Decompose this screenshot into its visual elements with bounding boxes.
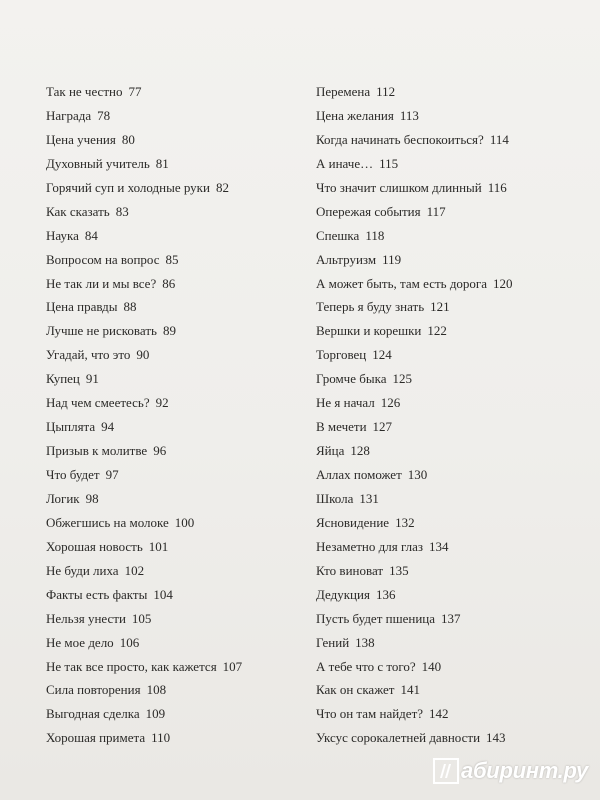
toc-entry [316,439,513,463]
toc-entry-page-number: 119 [382,251,402,267]
toc-entry-page-number: 135 [389,562,409,578]
toc-entry-title: Над чем смеетесь? [46,395,150,411]
toc-entry-page-number: 107 [222,658,243,674]
toc-entry [316,319,513,343]
toc-entry-page-number: 91 [85,371,99,387]
toc-entry-page-number: 109 [145,706,166,722]
toc-entry-page-number: 97 [105,467,119,482]
toc-entry-page-number: 90 [136,347,150,363]
toc-entry [46,511,242,535]
toc-entry-title: Не так ли и мы все? [46,275,157,291]
toc-entry-title: Наука [46,227,79,243]
toc-entry-title: Теперь я буду знать [316,299,425,315]
toc-entry [316,104,513,128]
toc-entry-page-number: 127 [372,419,393,435]
toc-entry [46,655,242,679]
toc-entry-page-number: 136 [375,586,396,602]
toc-entry-page-number: 102 [124,562,145,578]
toc-entry-title: Что будет [46,467,100,482]
toc-entry-page-number: 142 [429,706,449,722]
toc-entry [316,511,513,535]
toc-entry [316,128,513,152]
toc-entry [316,702,513,726]
toc-entry-page-number: 115 [379,155,399,171]
toc-entry [316,415,513,439]
toc-entry-page-number: 101 [148,538,169,554]
toc-entry-page-number: 84 [84,227,98,243]
toc-entry-page-number: 120 [493,275,513,291]
toc-entry-title: Нельзя унести [46,610,126,626]
labirint-logo-icon [433,758,459,784]
toc-entry-title: Школа [316,490,354,506]
toc-entry-title: Ясновидение [316,514,390,530]
toc-entry [46,272,242,296]
toc-entry-title: Цена учения [46,131,116,147]
toc-entry-page-number: 80 [121,131,135,147]
toc-entry-title: Дедукция [316,586,370,602]
toc-entry [46,583,242,607]
toc-entry-title: А может быть, там есть дорога [316,275,488,291]
toc-entry [46,726,242,750]
toc-entry-title: Цена правды [46,299,118,315]
toc-entry-title: Вопросом на вопрос [46,251,160,267]
toc-entry [316,678,513,702]
toc-entry-title: Когда начинать беспокоиться? [316,131,484,147]
toc-entry [46,104,242,128]
toc-entry-page-number: 125 [392,371,412,387]
toc-entry [316,607,513,631]
toc-entry-title: Горячий суп и холодные руки [46,179,210,195]
toc-entry-page-number: 92 [155,395,169,411]
toc-entry-title: Сила повторения [46,682,141,698]
toc-entry [316,200,513,224]
toc-entry-title: Не так все просто, как кажется [46,658,217,674]
toc-entry [316,80,513,104]
toc-entry-title: Незаметно для глаз [316,538,424,554]
toc-entry [316,535,513,559]
toc-entry-page-number: 106 [119,634,140,650]
toc-entry-page-number: 130 [407,467,428,482]
toc-entry-title: Лучше не рисковать [46,323,157,339]
toc-entry-page-number: 100 [174,514,195,530]
toc-entry [46,678,242,702]
toc-entry [316,631,513,655]
toc-entry-title: Как он скажет [316,682,395,698]
watermark-text: абиринт.ру [461,758,588,783]
toc-entry [316,176,513,200]
toc-entry-page-number: 94 [101,419,115,435]
toc-entry [316,272,513,296]
toc-entry [46,607,242,631]
toc-entry-page-number: 121 [430,299,450,315]
toc-entry-page-number: 82 [215,179,229,195]
toc-entry [46,319,242,343]
toc-entry-title: Гений [316,634,350,650]
toc-entry-page-number: 86 [162,275,176,291]
toc-entry-page-number: 105 [131,610,152,626]
toc-entry-page-number: 116 [487,179,507,195]
toc-entry [316,559,513,583]
toc-entry-page-number: 131 [359,490,379,506]
toc-entry-title: Не я начал [316,395,375,411]
toc-entry-title: Цыплята [46,419,96,435]
toc-entry-page-number: 83 [115,203,129,219]
toc-entry-page-number: 104 [153,586,173,602]
toc-entry [46,343,242,367]
toc-entry [316,655,513,679]
toc-entry-page-number: 126 [380,395,401,411]
toc-entry-page-number: 98 [85,490,99,506]
toc-entry-page-number: 134 [429,538,449,554]
toc-entry [316,726,513,750]
toc-column-right [316,80,513,750]
toc-entry-page-number: 143 [486,730,506,746]
toc-entry-title: Пусть будет пшеница [316,610,436,626]
toc-entry [46,535,242,559]
toc-entry-title: Альтруизм [316,251,377,267]
toc-entry-page-number: 140 [421,658,442,674]
toc-entry-title: Уксус сорокалетней давности [316,730,481,746]
toc-entry [46,176,242,200]
toc-entry-page-number: 77 [128,84,142,99]
toc-entry-page-number: 132 [395,514,415,530]
toc-entry [46,367,242,391]
toc-entry-page-number: 78 [97,107,111,123]
toc-entry [46,439,242,463]
toc-entry-page-number: 137 [441,610,461,626]
toc-entry-page-number: 112 [376,84,396,99]
toc-entry-title: Что он там найдет? [316,706,424,722]
toc-entry-page-number: 85 [165,251,179,267]
toc-entry-title: Награда [46,107,92,123]
toc-entry-page-number: 81 [155,155,169,171]
toc-entry-page-number: 108 [146,682,167,698]
toc-entry [46,248,242,272]
toc-entry-title: Духовный учитель [46,155,150,171]
toc-entry-title: Купец [46,371,80,387]
toc-entry [46,128,242,152]
toc-entry-page-number: 124 [372,347,392,363]
toc-entry-title: Призыв к молитве [46,443,148,459]
toc-entry [316,463,513,487]
toc-entry-title: Хорошая примета [46,730,146,746]
toc-entry-title: Не буди лиха [46,562,119,578]
toc-entry [46,487,242,511]
toc-entry [316,487,513,511]
toc-entry [46,702,242,726]
toc-entry-title: Хорошая новость [46,538,143,554]
toc-entry-title: Факты есть факты [46,586,148,602]
toc-entry [316,248,513,272]
toc-entry-page-number: 114 [489,131,509,147]
toc-entry [46,295,242,319]
toc-entry-title: Что значит слишком длинный [316,179,482,195]
toc-entry [46,391,242,415]
toc-entry-title: Спешка [316,227,360,243]
toc-entry-title: Громче быка [316,371,387,387]
toc-entry [316,583,513,607]
toc-entry-page-number: 138 [355,634,375,650]
toc-entry-title: Перемена [316,84,371,99]
toc-entry [46,559,242,583]
toc-entry [316,391,513,415]
toc-entry-page-number: 141 [400,682,420,698]
toc-entry-title: Угадай, что это [46,347,131,363]
toc-entry-title: Как сказать [46,203,110,219]
toc-entry [316,224,513,248]
toc-entry-title: Не мое дело [46,634,114,650]
toc-entry [46,152,242,176]
toc-entry-page-number: 122 [427,323,447,339]
toc-entry-title: В мечети [316,419,367,435]
toc-entry [46,463,242,487]
toc-entry [46,80,242,104]
toc-entry-title: А тебе что с того? [316,658,416,674]
toc-entry-page-number: 117 [426,203,446,219]
toc-entry-title: А иначе… [316,155,374,171]
toc-entry-title: Торговец [316,347,367,363]
toc-entry-title: Обжегшись на молоке [46,514,169,530]
toc-entry [316,295,513,319]
toc-entry [46,224,242,248]
toc-entry-page-number: 128 [350,443,370,459]
toc-entry-page-number: 118 [365,227,385,243]
toc-entry-title: Логик [46,490,80,506]
toc-entry [316,343,513,367]
toc-entry-title: Выгодная сделка [46,706,140,722]
toc-entry [46,631,242,655]
toc-entry-title: Кто виноват [316,562,384,578]
toc-entry [316,152,513,176]
toc-entry-title: Опережая события [316,203,421,219]
toc-entry-page-number: 88 [123,299,137,315]
toc-entry-page-number: 110 [151,730,171,746]
toc-entry-title: Вершки и корешки [316,323,422,339]
toc-entry-page-number: 96 [153,443,167,459]
toc-entry [46,415,242,439]
toc-entry [316,367,513,391]
watermark [433,758,588,784]
toc-column-left [46,80,242,750]
toc-entry [46,200,242,224]
toc-entry-title: Так не честно [46,84,123,99]
toc-entry-title: Яйца [316,443,345,459]
toc-entry-page-number: 113 [399,107,419,123]
toc-entry-title: Цена желания [316,107,394,123]
toc-entry-title: Аллах поможет [316,467,402,482]
toc-entry-page-number: 89 [162,323,176,339]
